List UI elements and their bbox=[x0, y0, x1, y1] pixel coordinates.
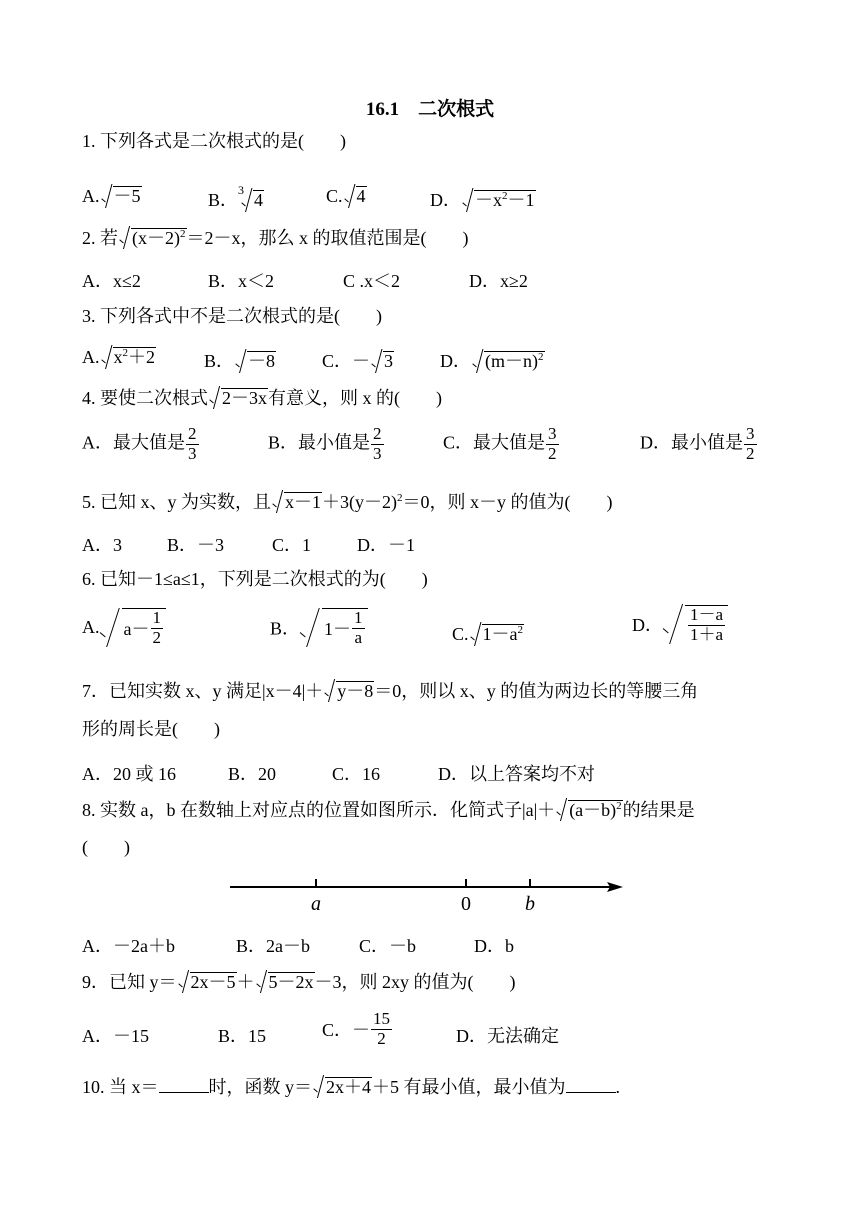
q2-option-a: A．x≤2 bbox=[82, 271, 141, 291]
question-4: 4. 要使二次根式 2－3x有意义，则 x 的( ) bbox=[82, 388, 442, 408]
q5-option-a: A．3 bbox=[82, 535, 122, 555]
q2-option-d: D．x≥2 bbox=[469, 271, 528, 291]
q8-option-c: C．－b bbox=[359, 936, 417, 956]
q2-option-b: B．x＜2 bbox=[208, 271, 275, 291]
q7-option-d: D．以上答案均不对 bbox=[438, 764, 595, 784]
q6-option-d: D． $\frac{1-a}{1+a}$ bbox=[632, 604, 728, 644]
number-line bbox=[225, 870, 635, 915]
q4-option-c: C．最大值是 $\frac{3}{2}$ bbox=[443, 424, 557, 463]
question-3: 3. 下列各式中不是二次根式的是( ) bbox=[82, 306, 382, 326]
question-10: 10. 当 x＝ 时，函数 y＝ 2x＋4＋5 有最小值，最小值为 . bbox=[82, 1077, 620, 1097]
q1-option-c: C. 4 bbox=[326, 186, 366, 206]
q8-option-a: A．－2a＋b bbox=[82, 936, 175, 956]
q5-option-b: B．－3 bbox=[167, 535, 225, 555]
q3-option-c: C．－ 3 bbox=[322, 351, 394, 371]
q6-option-b: B． 1－ $\frac{1}{a}$ bbox=[270, 608, 368, 647]
question-8: 8. 实数 a，b 在数轴上对应点的位置如图所示．化简式子$|a|+ (a-b)^2$的结果是 bbox=[82, 800, 695, 820]
q4-option-a: A．最大值是 $\frac{2}{3}$ bbox=[82, 424, 197, 463]
q9-option-b: B．15 bbox=[218, 1026, 267, 1046]
q9-option-d: D．无法确定 bbox=[456, 1026, 559, 1046]
question-8-line2: ( ) bbox=[82, 837, 130, 857]
question-9: 9．已知 y＝ 2x－5＋ 5－2x－3，则 2xy 的值为( ) bbox=[82, 972, 516, 992]
q3-option-d: D． $(m-n)^2$ bbox=[440, 351, 544, 371]
q6-option-c: C. $1-a^2$ bbox=[452, 624, 524, 644]
q1-option-d: D． $-x^2-1$ bbox=[430, 190, 535, 210]
label-b: b bbox=[525, 893, 535, 915]
q4-option-b: B．最小值是 $\frac{2}{3}$ bbox=[268, 424, 382, 463]
question-7: 7．已知实数 x、y 满足|x－4|＋ y－8＝0，则以 x、y 的值为两边长的等腰三角 bbox=[82, 681, 699, 701]
question-5: 5. 已知 x、y 为实数，且 $x-1+3(y-2)^2=0$，则 x－y 的值为( ) bbox=[82, 492, 613, 512]
answer-blank-min[interactable] bbox=[566, 1076, 616, 1093]
q6-option-a: A. a－ $\frac{1}{2}$ bbox=[82, 608, 166, 647]
answer-blank-x[interactable] bbox=[159, 1076, 209, 1093]
q4-option-d: D．最小值是 $\frac{3}{2}$ bbox=[640, 424, 755, 463]
question-6: 6. 已知－1≤a≤1，下列是二次根式的为( ) bbox=[82, 569, 428, 589]
question-2: 2. 若 $(x-2)^2=2-x$，那么 x 的取值范围是( ) bbox=[82, 228, 469, 248]
q1-option-b: B．$^3$ 4 bbox=[208, 183, 264, 210]
q3-option-a: A. $x^2+2$ bbox=[82, 347, 155, 367]
label-a: a bbox=[311, 893, 321, 915]
q9-option-a: A．－15 bbox=[82, 1026, 149, 1046]
q7-option-b: B．20 bbox=[228, 764, 277, 784]
q2-option-c: C .x＜2 bbox=[343, 271, 401, 291]
label-0: 0 bbox=[461, 893, 471, 915]
q8-option-d: D．b bbox=[474, 936, 514, 956]
q7-option-c: C．16 bbox=[332, 764, 381, 784]
q8-option-b: B．2a－b bbox=[236, 936, 310, 956]
q9-option-c: C．－ $\frac{15}{2}$ bbox=[322, 1009, 391, 1048]
q5-option-d: D．－1 bbox=[357, 535, 415, 555]
q3-option-b: B． －8 bbox=[204, 351, 276, 371]
q5-option-c: C．1 bbox=[272, 535, 312, 555]
question-1: 1. 下列各式是二次根式的是( ) bbox=[82, 131, 346, 151]
q7-option-a: A．20 或 16 bbox=[82, 764, 176, 784]
page-title: 16.1 二次根式 bbox=[365, 99, 495, 120]
question-7-line2: 形的周长是( ) bbox=[82, 719, 220, 739]
q1-option-a: A. －5 bbox=[82, 186, 141, 206]
